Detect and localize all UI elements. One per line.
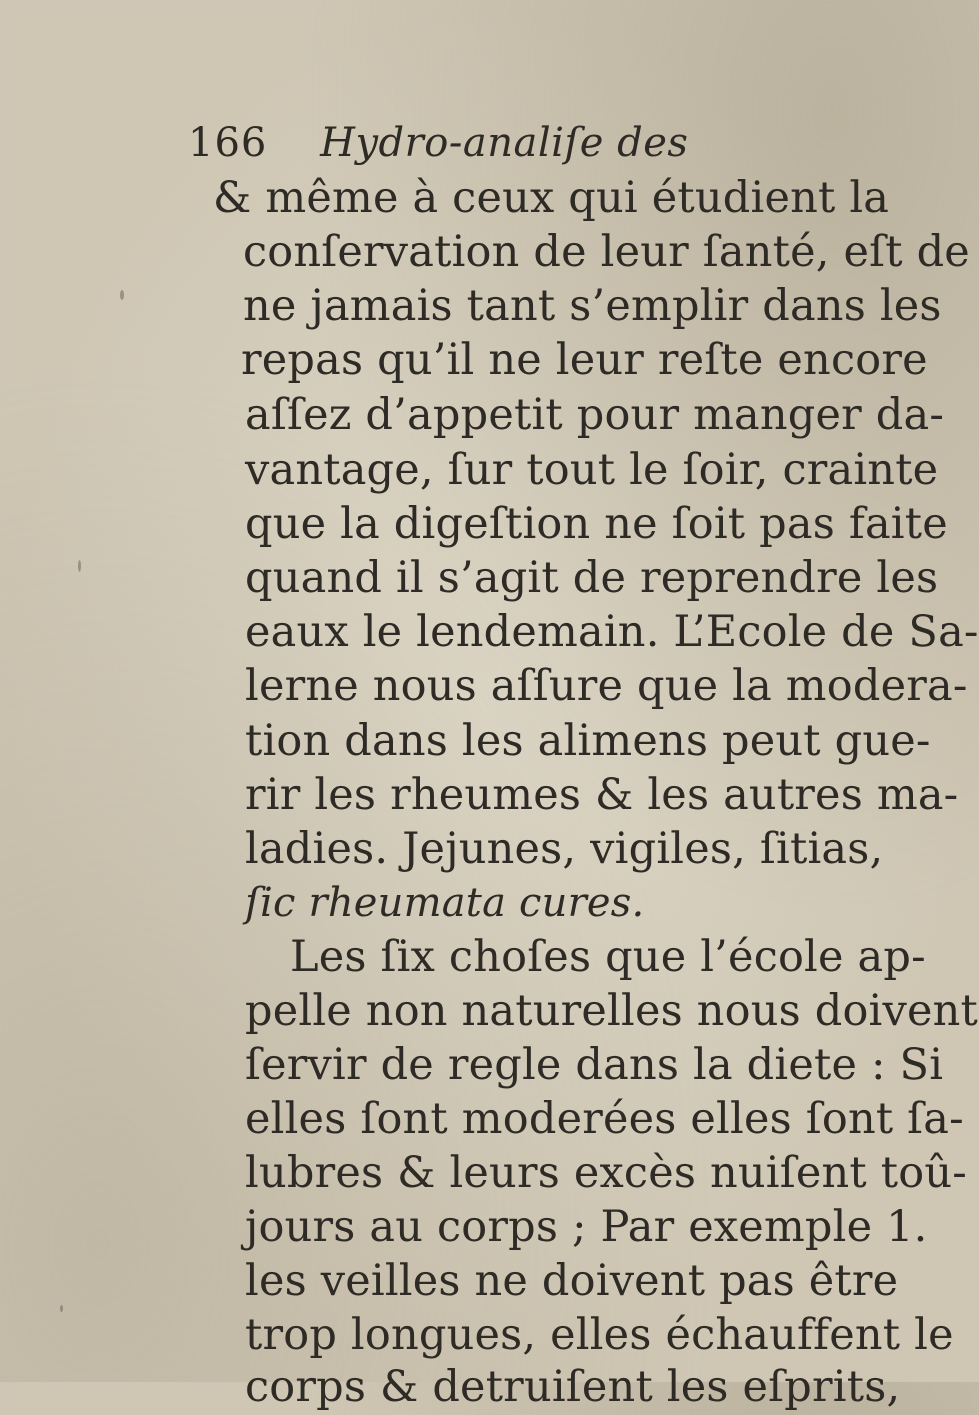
page-number: 166 [188,120,268,166]
text-line: ſervir de regle dans la diete : Si [245,1040,944,1090]
text-line: quand il s’agit de reprendre les [245,553,939,603]
text-line: pelle non naturelles nous doivent [245,986,979,1036]
text-line: Les ſix choſes que l’école ap- [290,932,926,982]
text-line: corps & detruiſent les eſprits, [245,1362,901,1412]
text-line: lubres & leurs excès nuiſent toû- [245,1148,967,1198]
paper-blemish [60,1305,63,1312]
text-line: trop longues, elles échauffent le [245,1310,954,1360]
text-line: ladies. Jejunes, vigiles, ſitias, [245,824,884,874]
page-header [188,118,688,168]
text-line: elles ſont moderées elles ſont ſa- [245,1094,964,1144]
text-line: que la digeſtion ne ſoit pas faite [245,499,948,549]
text-line: conſervation de leur ſanté, eſt de [243,227,970,277]
running-title: Hydro-analiſe des [320,120,689,166]
text-line: eaux le lendemain. L’Ecole de Sa- [245,607,979,657]
text-line: aſſez d’appetit pour manger da- [245,390,945,440]
paper-blemish [120,290,124,300]
text-line: rir les rheumes & les autres ma- [245,770,959,820]
text-line: & même à ceux qui étudient la [213,173,890,223]
text-line: repas qu’il ne leur reſte encore [241,335,928,385]
text-line: vantage, ſur tout le ſoir, crainte [245,445,939,495]
text-line: ne jamais tant s’emplir dans les [243,281,942,331]
text-line: jours au corps ; Par exemple 1. [245,1202,928,1252]
paper-blemish [78,560,81,572]
text-line: lerne nous aſſure que la modera- [245,661,968,711]
text-line: tion dans les alimens peut gue- [245,716,931,766]
text-line: les veilles ne doivent pas être [245,1256,899,1306]
text-line-latin: ſic rheumata cures. [245,880,645,926]
